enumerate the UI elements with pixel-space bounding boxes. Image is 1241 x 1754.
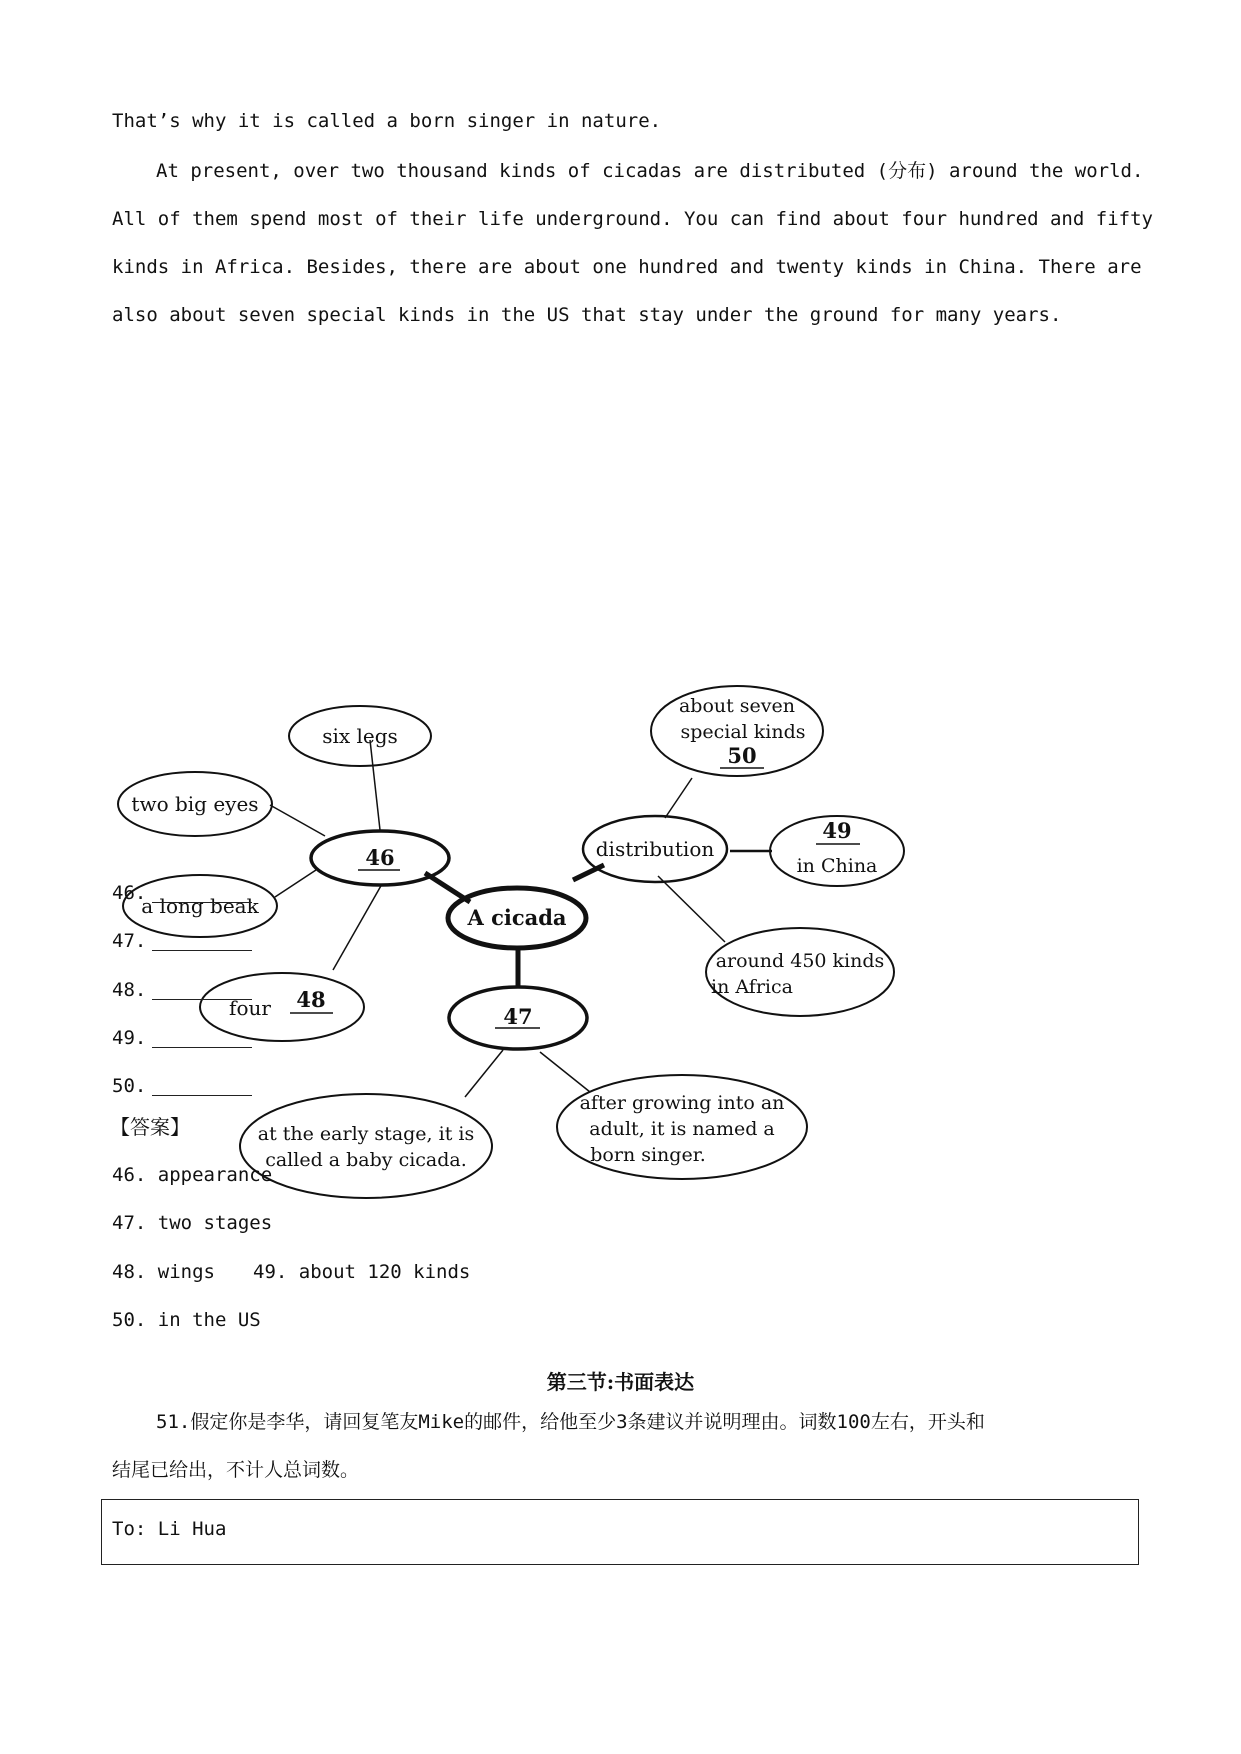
blank-line[interactable] (152, 901, 252, 903)
label-early-1: at the early stage, it is (257, 1123, 475, 1145)
label-seven-1: about seven (678, 695, 796, 717)
label-six-legs: six legs (322, 724, 398, 748)
blank-line[interactable] (152, 949, 252, 951)
blank-46[interactable] (112, 882, 252, 904)
label-seven-2: special kinds (680, 721, 806, 743)
answer-label: 【答案】 (110, 1115, 190, 1139)
blank-number: 48. (112, 979, 147, 1001)
label-adult-3: born singer. (590, 1144, 706, 1166)
label-two-big-eyes: two big eyes (131, 792, 259, 816)
blank-line[interactable] (152, 998, 252, 1000)
label-distribution: distribution (595, 837, 715, 861)
blank-48[interactable] (112, 979, 252, 1001)
blank-50[interactable] (112, 1075, 252, 1097)
answer-50: 50. in the US (112, 1309, 261, 1331)
blank-number: 49. (112, 1027, 147, 1049)
passage-line-3: All of them spend most of their life underground. You can find about four hundred and fifty (112, 208, 1153, 230)
answer-47: 47. two stages (112, 1212, 273, 1234)
label-four: four (229, 996, 271, 1020)
passage-line-4: kinds in Africa. Besides, there are about one hundred and twenty kinds in China. There are (112, 256, 1142, 278)
label-in-china: in China (796, 855, 878, 877)
letter-box[interactable] (101, 1499, 1139, 1565)
blank-line[interactable] (152, 1094, 252, 1096)
task-line-2: 结尾已给出，不计人总词数。 (112, 1459, 360, 1481)
label-center: A cicada (467, 905, 567, 930)
task-line-1: 51.假定你是李华，请回复笔友Mike的邮件，给他至少3条建议并说明理由。词数100左右，开头和 (156, 1411, 985, 1433)
blank-line[interactable] (152, 1046, 252, 1048)
label-africa-2: in Africa (711, 976, 793, 998)
blank-49[interactable] (112, 1027, 252, 1049)
node-early-stage (240, 1094, 492, 1198)
answer-48: 48. wings (112, 1261, 215, 1283)
passage-line-5: also about seven special kinds in the US that stay under the ground for many years. (112, 304, 1062, 326)
blank-number: 50. (112, 1075, 147, 1097)
label-50: 50 (727, 743, 757, 768)
section-title: 第三节:书面表达 (546, 1370, 695, 1394)
label-adult-1: after growing into an (579, 1092, 785, 1114)
label-49: 49 (822, 818, 852, 843)
label-long-beak: a long beak (141, 894, 259, 918)
label-47: 47 (503, 1004, 533, 1029)
label-africa-1: around 450 kinds (715, 950, 885, 972)
answer-49: 49. about 120 kinds (253, 1261, 471, 1283)
letter-start: To: Li Hua (112, 1518, 227, 1540)
node-africa (706, 928, 894, 1016)
blank-number: 46. (112, 882, 147, 904)
label-early-2: called a baby cicada. (265, 1149, 467, 1171)
answer-46: 46. appearance (112, 1164, 273, 1186)
label-46: 46 (365, 845, 395, 870)
passage-line-2: At present, over two thousand kinds of cicadas are distributed (分布) around the world. (156, 160, 1144, 182)
blank-47[interactable] (112, 930, 252, 952)
blank-number: 47. (112, 930, 147, 952)
label-adult-2: adult, it is named a (589, 1118, 775, 1140)
label-48: 48 (296, 987, 326, 1012)
passage-line-1: That’s why it is called a born singer in nature. (112, 110, 662, 132)
